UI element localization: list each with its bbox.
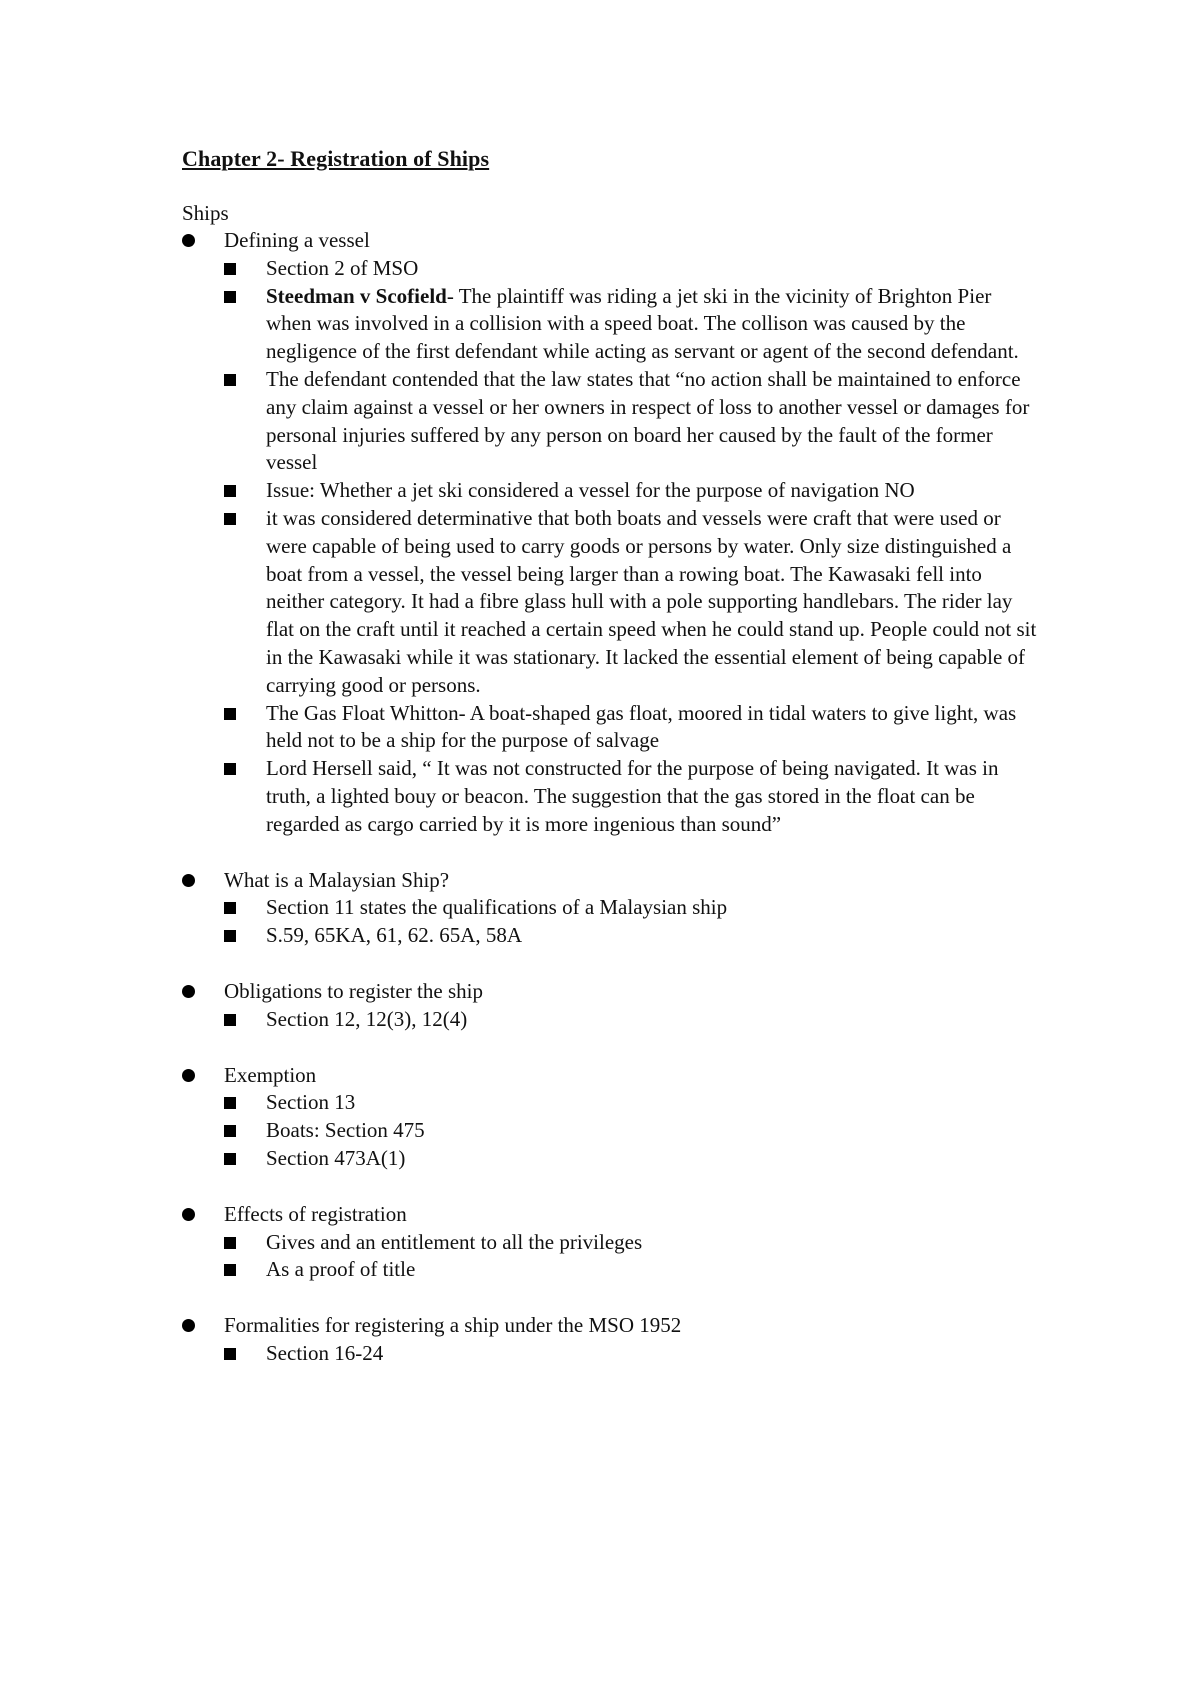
sub-bullet-text: Section 473A(1) (266, 1145, 406, 1170)
square-bullet-icon (224, 1014, 236, 1026)
square-bullet-icon (224, 263, 236, 275)
square-bullet-icon (224, 1097, 236, 1109)
sub-bullet-item (224, 755, 1042, 838)
square-bullet-icon (224, 291, 236, 303)
bullet-item (182, 1312, 1042, 1340)
sub-bullet-text: Section 12, 12(3), 12(4) (266, 1006, 468, 1031)
square-bullet-icon (224, 930, 236, 942)
bullet-section (182, 1312, 1042, 1368)
sub-bullet-text: S.59, 65KA, 61, 62. 65A, 58A (266, 923, 523, 948)
sub-bullet-text: Section 11 states the qualifications of a Malaysian ship (266, 895, 728, 920)
bullet-item (182, 1062, 1042, 1090)
bullet-section (182, 1062, 1042, 1173)
sub-bullet-item (224, 700, 1042, 756)
section-heading: Ships (182, 201, 229, 225)
bullet-label: Exemption (224, 1062, 317, 1087)
sub-bullet-text: The defendant contended that the law states that “no action shall be maintained to enforce any claim against a vessel or her owners in respect of loss to another vessel or damages for personal injuries suffered by any person on board her caused by the fault of the former vessel (266, 366, 1030, 475)
sub-bullet-text: it was considered determinative that both boats and vessels were craft that were used or were capable of being used to carry goods or persons by water. Only size distinguished a boat from a vessel, the vessel being larger than a rowing boat. The Kawasaki fell into neither category. It had a fibre glass hull with a pole supporting handlebars. The rider lay flat on the craft until it reached a certain speed when he could stand up. People could not sit in the Kawasaki while it was stationary. It lacked the essential element of being capable of carrying good or persons. (266, 505, 1037, 697)
bullet-section (182, 227, 1042, 839)
sub-bullet-item (224, 1117, 1042, 1145)
square-bullet-icon (224, 485, 236, 497)
sub-bullet-item (224, 477, 1042, 505)
sub-bullet-item (224, 1089, 1042, 1117)
round-bullet-icon (182, 874, 195, 887)
sub-bullet-text: Section 2 of MSO (266, 255, 419, 280)
square-bullet-icon (224, 1237, 236, 1249)
sub-bullet-text: Gives and an entitlement to all the privileges (266, 1229, 643, 1254)
sub-bullet-item (224, 366, 1042, 477)
sub-bullet-item (224, 894, 1042, 922)
sub-bullet-item (224, 1006, 1042, 1034)
sub-bullet-item (224, 1256, 1042, 1284)
square-bullet-icon (224, 1125, 236, 1137)
sub-bullet-text: The Gas Float Whitton- A boat-shaped gas float, moored in tidal waters to give light, was held not to be a ship for the purpose of salvage (266, 700, 1017, 753)
sub-bullet-text: Boats: Section 475 (266, 1118, 425, 1143)
bullet-label: Effects of registration (224, 1201, 407, 1226)
round-bullet-icon (182, 1208, 195, 1221)
bullet-label: Defining a vessel (224, 228, 370, 252)
round-bullet-icon (182, 985, 195, 998)
case-name: Steedman v Scofield (266, 283, 447, 308)
square-bullet-icon (224, 708, 236, 720)
bullet-item (182, 978, 1042, 1006)
bullet-item (182, 1201, 1042, 1229)
sub-bullet-item (224, 1340, 1042, 1368)
square-bullet-icon (224, 374, 236, 386)
square-bullet-icon (224, 1348, 236, 1360)
square-bullet-icon (224, 513, 236, 525)
sub-bullet-text: As a proof of title (266, 1257, 416, 1282)
bullet-section (182, 978, 1042, 1034)
sub-bullet-item (224, 505, 1042, 700)
sub-bullet-text: - The plaintiff was riding a jet ski in the vicinity of Brighton Pier when was involved in a collision with a speed boat. The collison was caused by the negligence of the first defendant while acting as servant or agent of the second defendant. (266, 283, 1019, 364)
sub-bullet-text: Issue: Whether a jet ski considered a vessel for the purpose of navigation NO (266, 478, 915, 503)
bullet-label: Obligations to register the ship (224, 978, 483, 1003)
bullet-item (182, 867, 1042, 895)
document-content (182, 145, 1042, 1396)
sub-bullet-text: Section 16-24 (266, 1340, 384, 1365)
square-bullet-icon (224, 763, 236, 775)
sub-bullet-item (224, 255, 1042, 283)
sub-bullet-item (224, 1229, 1042, 1257)
sub-bullet-item (224, 922, 1042, 950)
bullet-label: What is a Malaysian Ship? (224, 867, 450, 892)
square-bullet-icon (224, 1264, 236, 1276)
square-bullet-icon (224, 902, 236, 914)
bullet-label: Formalities for registering a ship under the MSO 1952 (224, 1313, 682, 1338)
bullet-item (182, 227, 1042, 255)
bullet-section (182, 867, 1042, 950)
bullet-section (182, 1201, 1042, 1284)
round-bullet-icon (182, 1069, 195, 1082)
sub-bullet-text: Lord Hersell said, “ It was not constructed for the purpose of being navigated. It was in truth, a lighted bouy or beacon. The suggestion that the gas stored in the float can be regarded as cargo carried by it is more ingenious than sound” (266, 756, 999, 836)
document-title: Chapter 2- Registration of Ships (182, 146, 490, 171)
round-bullet-icon (182, 1319, 195, 1332)
sub-bullet-item (224, 1145, 1042, 1173)
sub-bullet-text: Section 13 (266, 1090, 356, 1115)
round-bullet-icon (182, 234, 195, 247)
sub-bullet-item (224, 283, 1042, 366)
square-bullet-icon (224, 1153, 236, 1165)
